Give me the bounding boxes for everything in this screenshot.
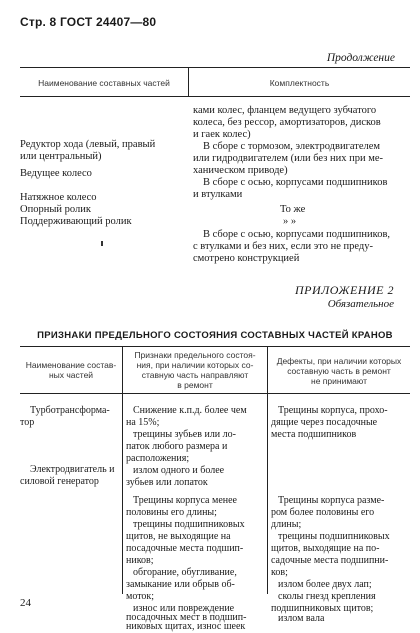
table2-part-name: Турботрансформа- [30, 405, 110, 416]
table2-repair-line: излом одного и более [133, 465, 225, 476]
table2-defect-line: ром более половины его [271, 507, 375, 518]
table1-right-line: с втулками и без них, если это не преду- [193, 241, 373, 252]
table2-defect-line: места подшипников [271, 429, 357, 440]
table2-defect-line: подшипниковых щитов; [271, 603, 374, 614]
table1-header-rule [20, 96, 410, 97]
table2-col3-header: Дефекты, при наличии которых составную часть в ремонт не принимают [276, 356, 402, 386]
table2-part-name: Электродвигатель и [30, 464, 115, 475]
table2-defect-line: ков; [271, 567, 288, 578]
table1-left-line: Поддерживающий ролик [20, 216, 132, 227]
table2-repair-line: на 15%; [126, 417, 160, 428]
table2-part-name: силовой генератор [20, 476, 99, 487]
table1-left-line: Ведущее колесо [20, 168, 92, 179]
table2-repair-line: моток; [126, 591, 155, 602]
stray-mark [101, 241, 103, 246]
table2-repair-line: Снижение к.п.д. более чем [133, 405, 247, 416]
table2-defect-line: щитов, выходящие на по- [271, 543, 380, 554]
table1-col2-header: Комплектность [269, 78, 330, 88]
table2-top-rule [20, 346, 410, 347]
table1-right-line: » » [283, 216, 297, 227]
table2-repair-line: трещины подшипниковых [133, 519, 245, 530]
table1-right-line: ханическом приводе) [193, 165, 288, 176]
table2-defect-line: сколы гнезд крепления [278, 591, 376, 602]
table2-repair-line: ников; [126, 555, 154, 566]
table1-right-line: и втулками [193, 189, 243, 200]
table2-repair-line: Трещины корпуса менее [133, 495, 237, 506]
table2-repair-line: износ или повреждение [133, 603, 235, 614]
table1-right-line: В сборе с осью, корпусами подшипников, [203, 229, 391, 240]
table2-repair-line: обгорание, обугливание, [133, 567, 237, 578]
table1-left-line: или центральный) [20, 151, 102, 162]
table2-repair-line: никовых щитах, износ шеек [126, 621, 246, 632]
table1-right-line: смотрено конструкцией [193, 253, 300, 264]
table1-left-line: Опорный ролик [20, 204, 91, 215]
table2-repair-line: половины его длины; [126, 507, 217, 518]
table1-right-line: колеса, без рессор, амортизаторов, дисков [193, 117, 381, 128]
table2-repair-line: посадочные места подшип- [126, 543, 244, 554]
table2-title: ПРИЗНАКИ ПРЕДЕЛЬНОГО СОСТОЯНИЯ СОСТАВНЫХ ЧАСТЕЙ КРАНОВ [37, 330, 393, 341]
table2-defect-line: излом вала [278, 613, 325, 624]
page-number: 24 [20, 597, 31, 609]
table2-repair-line: щитов, не выходящие на [126, 531, 231, 542]
table2-defect-line: излом более двух лап; [278, 579, 372, 590]
table2-part-name: тор [20, 417, 35, 428]
table2-header-rule [20, 393, 410, 394]
table2-repair-line: трещины зубьев или ло- [133, 429, 236, 440]
table1-top-rule [20, 67, 410, 68]
table2-repair-line: зубьев или лопаток [126, 477, 208, 488]
table2-defect-line: Трещины корпуса, прохо- [278, 405, 388, 416]
table1-right-line: В сборе с осью, корпусами подшипников [203, 177, 388, 188]
table2-defect-line: трещины подшипниковых [278, 531, 390, 542]
table2-repair-line: посадочных мест в подшип- [126, 612, 247, 623]
appendix-title: ПРИЛОЖЕНИЕ 2 [295, 283, 394, 297]
table2-col1-header: Наименование состав- ных частей [25, 360, 117, 380]
table1-right-line: То же [280, 204, 306, 215]
page-header: Стр. 8 ГОСТ 24407—80 [20, 15, 157, 29]
table2-repair-line: паток любого размера и [126, 441, 228, 452]
table2-repair-line: замыкание или обрыв об- [126, 579, 235, 590]
table1-left-line: Редуктор хода (левый, правый [20, 139, 156, 150]
table1-right-line: В сборе с тормозом, электродвигателем [203, 141, 381, 152]
table1-left-line: Натяжное колесо [20, 192, 97, 203]
table2-defect-line: длины; [271, 519, 302, 530]
table2-defect-line: Трещины корпуса разме- [278, 495, 385, 506]
table2-col2-header: Признаки предельного состоя- ния, при наличии которых со- ставную часть направляют в ремонт [134, 350, 256, 390]
table1-right-line: и гаек колес) [193, 129, 251, 140]
table2-defect-line: садочные места подшипни- [271, 555, 389, 566]
appendix-subtitle: Обязательное [327, 298, 394, 310]
table1-col1-header: Наименование составных частей [38, 78, 170, 88]
table2-repair-line: расположения; [126, 453, 190, 464]
table1-right-line: или гидродвигателем (или без них при ме- [193, 153, 383, 164]
table2-defect-line: дящие через посадочные [271, 417, 378, 428]
continuation-label: Продолжение [326, 52, 395, 64]
table1-right-line: ками колес, фланцем ведущего зубчатого [193, 105, 377, 116]
